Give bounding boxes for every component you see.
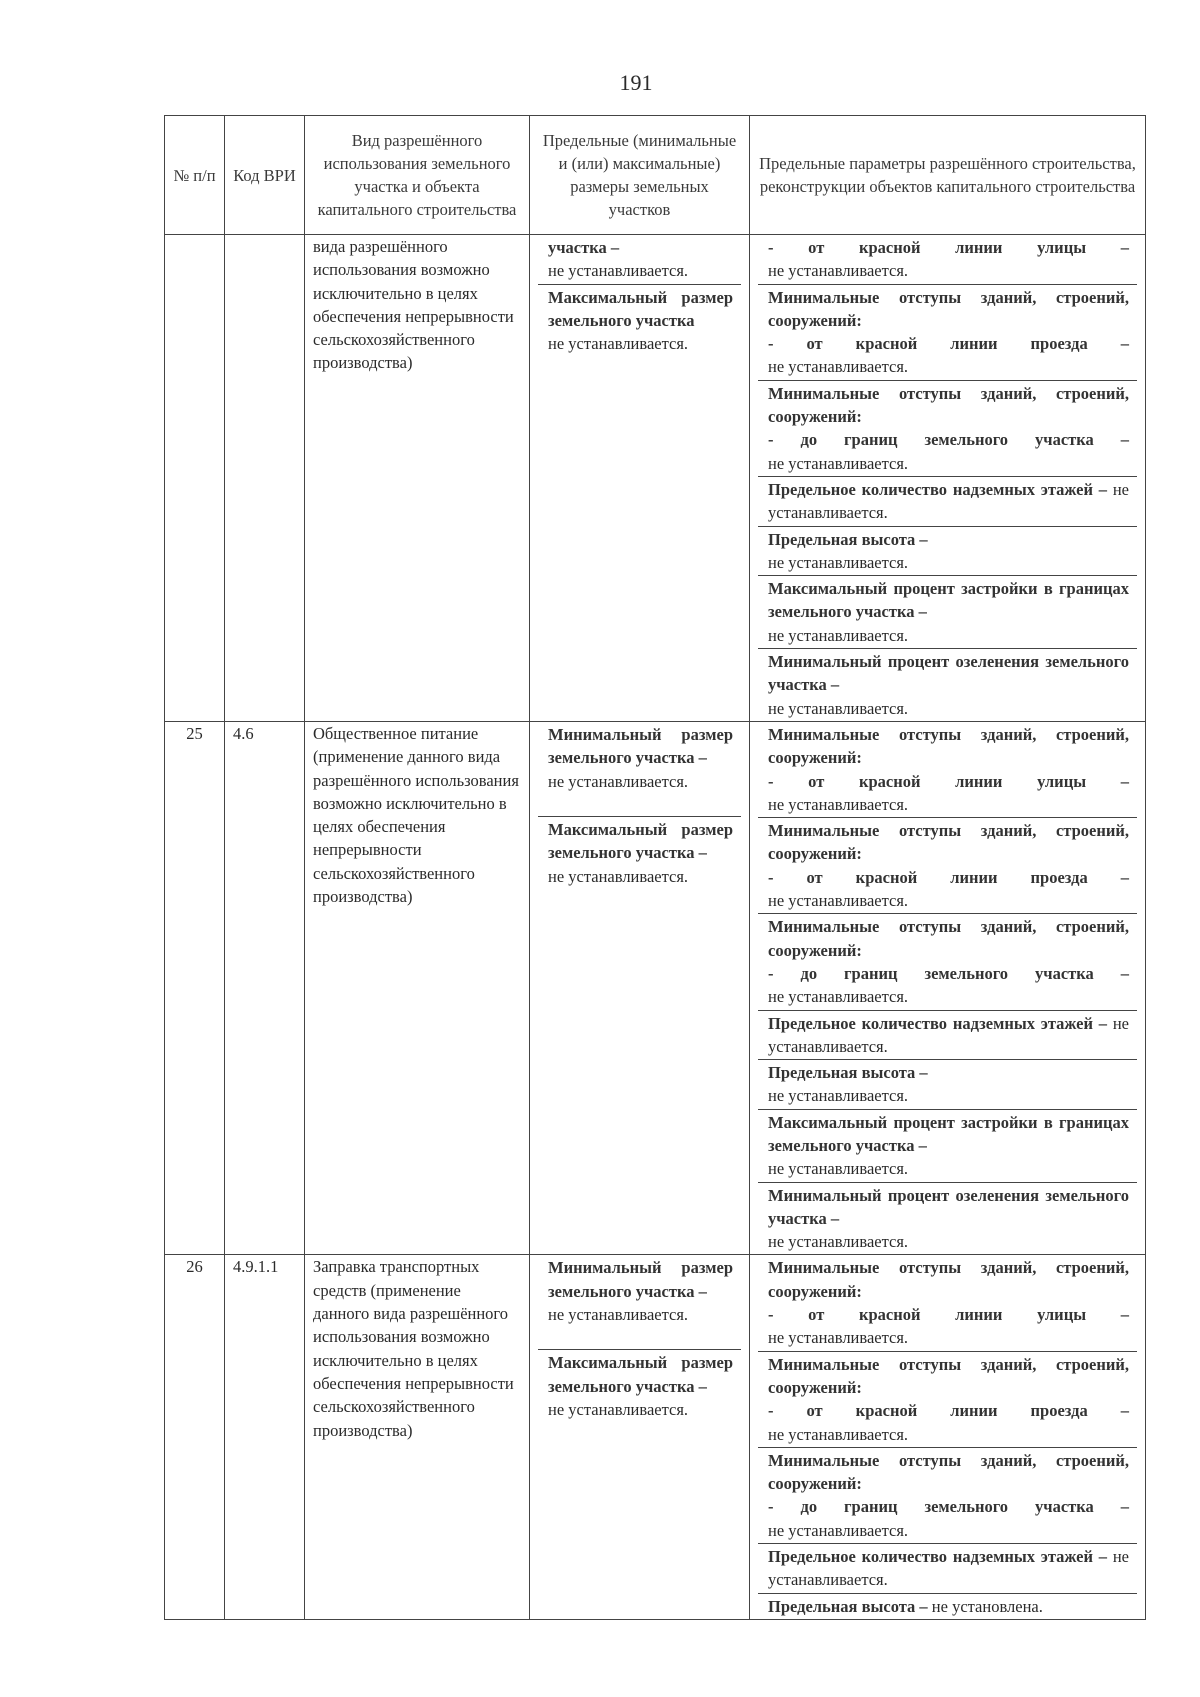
size-min-value: не устанавливается. xyxy=(548,1305,689,1325)
row-num-cell: 26 xyxy=(165,1255,225,1619)
row-size-cell xyxy=(530,721,750,1255)
row-params-cell xyxy=(750,721,1146,1255)
param-line: - от красной линии проезда – xyxy=(768,867,1129,887)
param-block xyxy=(758,1351,1137,1447)
param-block xyxy=(758,526,1137,576)
size-max-block xyxy=(538,284,741,357)
param-value: не устанавливается. xyxy=(768,1520,909,1540)
param-value: не устанавливается. xyxy=(768,453,909,473)
size-min-lead: Минимальный размер земельного участка – xyxy=(548,724,733,768)
land-use-regulations-table xyxy=(164,115,1146,1620)
param-line: - до границ земельного участка – xyxy=(768,430,1129,450)
param-line: - от красной линии проезда – xyxy=(768,1401,1129,1421)
header-size: Предельные (минимальные и (или) максимальные) размеры земельных участков xyxy=(530,116,750,235)
param-value: не устанавливается. xyxy=(768,891,909,911)
table-row xyxy=(165,1255,1146,1619)
param-block xyxy=(758,575,1137,648)
param-lead: Минимальные отступы зданий, строений, сооружений: xyxy=(768,1258,1129,1301)
size-max-lead: Максимальный размер земельного участка – xyxy=(548,1353,733,1396)
size-min-value: не устанавливается. xyxy=(548,261,689,281)
type-text: Заправка транспортных средств (применение данного вида разрешённого использования возможно исключительно в целях обеспечения непрерывности сельскохозяйственного производства) xyxy=(313,1257,514,1440)
size-min-block xyxy=(538,1255,741,1349)
size-max-block xyxy=(538,1349,741,1422)
size-max-block xyxy=(538,816,741,889)
table-header-row xyxy=(165,116,1146,235)
size-min-tail: участка – xyxy=(548,238,620,257)
param-lead: Максимальный процент застройки в границах земельного участка – xyxy=(768,1112,1129,1155)
size-max-value: не устанавливается. xyxy=(548,334,689,354)
param-lead: Предельное количество надземных этажей – xyxy=(768,479,1108,499)
param-line: - от красной линии улицы – xyxy=(768,1305,1129,1325)
param-value: не устанавливается. xyxy=(768,552,909,572)
size-max-value: не устанавливается. xyxy=(548,1400,689,1420)
size-max-lead: Максимальный размер земельного участка – xyxy=(548,819,733,863)
param-lead: Минимальный процент озеленения земельного участка – xyxy=(768,1185,1129,1228)
param-value: не устанавливается. xyxy=(768,1232,909,1252)
size-min-block xyxy=(538,235,741,284)
param-value: не устанавливается. xyxy=(768,1547,1129,1590)
param-value: не установлена. xyxy=(931,1596,1043,1616)
param-lead: Предельная высота – xyxy=(768,529,928,549)
param-value: не устанавливается. xyxy=(768,1424,909,1444)
row-params-cell xyxy=(750,235,1146,722)
param-value: не устанавливается. xyxy=(768,1328,909,1348)
row-type-cell xyxy=(305,235,530,722)
header-type: Вид разрешённого использования земельного участка и объекта капитального строительства xyxy=(305,116,530,235)
header-code: Код ВРИ xyxy=(225,116,305,235)
param-value: не устанавливается. xyxy=(768,794,909,814)
param-value: не устанавливается. xyxy=(768,261,909,281)
param-lead: Предельная высота – xyxy=(768,1063,928,1083)
size-min-value: не устанавливается. xyxy=(548,771,689,791)
type-text: Общественное питание (применение данного вида разрешённого использования возможно исключительно в целях обеспечения непрерывности сельскохозяйственного производства) xyxy=(313,723,519,907)
param-block xyxy=(758,1109,1137,1182)
row-code-cell: 4.6 xyxy=(225,721,305,1255)
param-value: не устанавливается. xyxy=(768,987,909,1007)
row-params-cell xyxy=(750,1255,1146,1619)
size-max-value: не устанавливается. xyxy=(548,866,689,886)
param-block xyxy=(758,1010,1137,1060)
param-block xyxy=(758,380,1137,476)
param-line: - от красной линии улицы – xyxy=(768,238,1129,257)
param-block xyxy=(758,817,1137,913)
param-lead: Минимальные отступы зданий, строений, сооружений: xyxy=(768,724,1129,768)
param-line: - от красной линии улицы – xyxy=(768,771,1129,791)
param-value: не устанавливается. xyxy=(768,1013,1129,1056)
param-lead: Минимальные отступы зданий, строений, сооружений: xyxy=(768,383,1129,427)
param-lead: Минимальные отступы зданий, строений, сооружений: xyxy=(768,917,1129,960)
param-block xyxy=(758,235,1137,284)
param-block xyxy=(758,284,1137,380)
param-lead: Минимальные отступы зданий, строений, сооружений: xyxy=(768,287,1129,330)
size-min-block xyxy=(538,722,741,816)
param-block xyxy=(758,913,1137,1009)
param-lead: Предельное количество надземных этажей – xyxy=(768,1013,1108,1033)
param-block xyxy=(758,722,1137,817)
param-block xyxy=(758,476,1137,526)
row-num-cell: 25 xyxy=(165,721,225,1255)
type-text: вида разрешённого использования возможно исключительно в целях обеспечения непрерывности сельскохозяйственного производства) xyxy=(313,237,514,373)
param-lead: Минимальные отступы зданий, строений, сооружений: xyxy=(768,1450,1129,1494)
param-lead: Минимальный процент озеленения земельного участка – xyxy=(768,652,1129,695)
row-code-cell xyxy=(225,235,305,722)
param-value: не устанавливается. xyxy=(768,357,909,377)
size-min-lead: Минимальный размер земельного участка – xyxy=(548,1258,733,1301)
param-block xyxy=(758,1255,1137,1350)
param-lead: Предельное количество надземных этажей – xyxy=(768,1547,1108,1567)
param-lead: Минимальные отступы зданий, строений, сооружений: xyxy=(768,1354,1129,1397)
header-num: № п/п xyxy=(165,116,225,235)
table-row-continued xyxy=(165,235,1146,722)
size-max-lead: Максимальный размер земельного участка xyxy=(548,287,733,330)
header-params: Предельные параметры разрешённого строительства, реконструкции объектов капитального строительства xyxy=(750,116,1146,235)
table-row xyxy=(165,721,1146,1255)
row-num-cell xyxy=(165,235,225,722)
row-code-cell: 4.9.1.1 xyxy=(225,1255,305,1619)
param-line: - от красной линии проезда – xyxy=(768,334,1129,354)
param-lead: Минимальные отступы зданий, строений, сооружений: xyxy=(768,821,1129,864)
param-line: - до границ земельного участка – xyxy=(768,1497,1129,1517)
param-line: - до границ земельного участка – xyxy=(768,963,1129,983)
row-size-cell xyxy=(530,1255,750,1619)
row-type-cell xyxy=(305,1255,530,1619)
param-lead: Предельная высота – xyxy=(768,1596,928,1616)
param-block xyxy=(758,1543,1137,1593)
param-block xyxy=(758,648,1137,721)
param-block xyxy=(758,1593,1137,1619)
param-value: не устанавливается. xyxy=(768,1159,909,1179)
param-value: не устанавливается. xyxy=(768,698,909,718)
row-type-cell xyxy=(305,721,530,1255)
param-value: не устанавливается. xyxy=(768,479,1129,523)
param-value: не устанавливается. xyxy=(768,625,909,645)
param-block xyxy=(758,1182,1137,1255)
row-size-cell xyxy=(530,235,750,722)
page-number: 191 xyxy=(619,70,653,95)
param-block xyxy=(758,1447,1137,1543)
param-value: не устанавливается. xyxy=(768,1086,909,1106)
param-block xyxy=(758,1059,1137,1109)
param-lead: Максимальный процент застройки в границах земельного участка – xyxy=(768,579,1129,622)
